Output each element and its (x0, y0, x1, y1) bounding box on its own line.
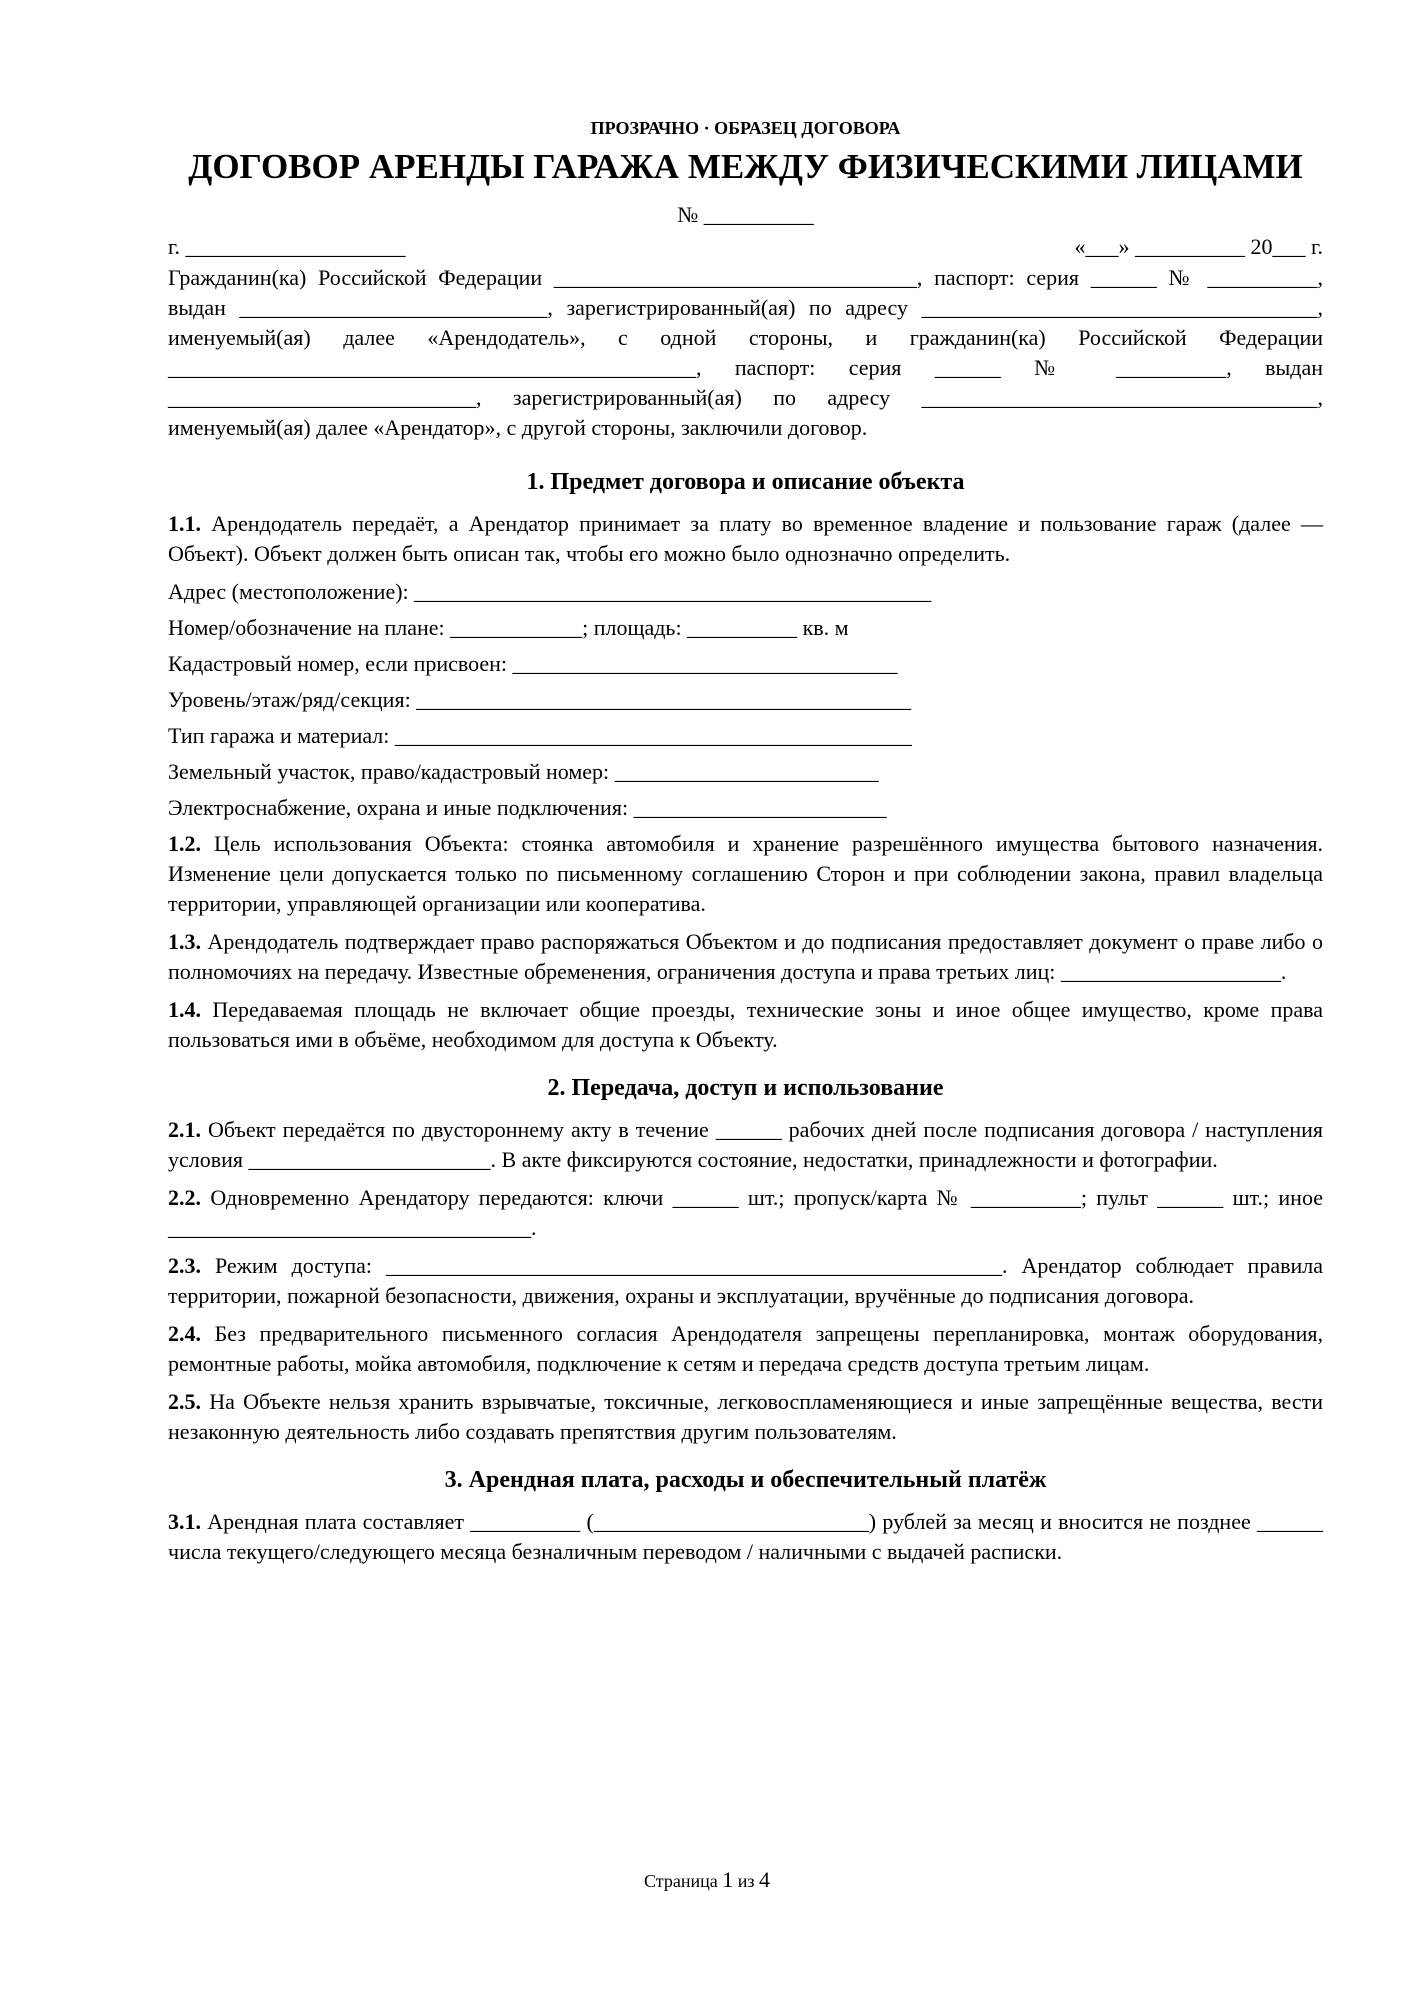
clause-text: Арендодатель подтверждает право распоряжаться Объектом и до подписания предоставляет документ о праве либо о полномочиях на передачу. Известные обременения, ограничения доступа и права третьих лиц: ____________________. (168, 929, 1323, 984)
section-2-heading: 2. Передача, доступ и использование (547, 1075, 944, 1101)
clause-text: Цель использования Объекта: стоянка автомобиля и хранение разрешённого имущества бытового назначения. Изменение цели допускается только по письменному соглашению Сторон и при соблюдении закона, правил владельца территории, управляющей организации или кооператива. (168, 831, 1323, 916)
clause-number: 1.4. (168, 997, 201, 1022)
clause-number: 1.3. (168, 929, 201, 954)
page-of: из (737, 1871, 755, 1891)
clause-2-2 (168, 1183, 1323, 1243)
clause-number: 2.1. (168, 1117, 201, 1142)
page-label: Страница (644, 1871, 718, 1891)
clause-number: 2.5. (168, 1389, 201, 1414)
place-date-row (168, 233, 1323, 261)
clause-number: 2.4. (168, 1321, 201, 1346)
clause-text: Без предварительного письменного согласия Арендодателя запрещены перепланировка, монтаж оборудования, ремонтные работы, мойка автомобиля, подключение к сетям и передача средств доступа третьим лицам. (168, 1321, 1323, 1376)
clause-2-4 (168, 1319, 1323, 1379)
clause-3-1 (168, 1507, 1323, 1567)
clause-text: Режим доступа: ________________________________________________________. Арендатор соблюдает правила территории, пожарной безопасности, движения, охраны и эксплуатации, вручённые до подписания договора. (168, 1253, 1323, 1308)
clause-number: 1.2. (168, 831, 201, 856)
clause-number: 3.1. (168, 1509, 201, 1534)
field-land-plot: Земельный участок, право/кадастровый номер: ________________________ (168, 759, 879, 784)
clause-2-5 (168, 1387, 1323, 1447)
page-current: 1 (722, 1867, 734, 1892)
field-cadastral-number: Кадастровый номер, если присвоен: ___________________________________ (168, 651, 898, 676)
field-level-row-section: Уровень/этаж/ряд/секция: _____________________________________________ (168, 687, 912, 712)
field-address: Адрес (местоположение): _______________________________________________ (168, 579, 932, 604)
clause-2-1 (168, 1115, 1323, 1175)
clause-text: Арендная плата составляет __________ (_________________________) рублей за месяц и вносится не позднее ______ числа текущего/следующего месяца безналичным переводом / наличными с выдачей расписки. (168, 1509, 1323, 1564)
contract-date: «___» __________ 20___ г. (1074, 234, 1323, 259)
clause-text: На Объекте нельзя хранить взрывчатые, токсичные, легковоспламеняющиеся и иные запрещённые вещества, вести незаконную деятельность либо создавать препятствия другим пользователям. (168, 1389, 1323, 1444)
field-garage-type: Тип гаража и материал: _______________________________________________ (168, 723, 912, 748)
clause-text: Арендодатель передаёт, а Арендатор принимает за плату во временное владение и пользование гараж (далее — Объект). Объект должен быть описан так, чтобы его можно было однозначно определить. (168, 511, 1323, 566)
section-3-heading: 3. Арендная плата, расходы и обеспечительный платёж (444, 1467, 1047, 1493)
clause-1-4 (168, 995, 1323, 1055)
clause-1-3 (168, 927, 1323, 987)
clause-1-1 (168, 509, 1323, 569)
clause-number: 2.2. (168, 1185, 201, 1210)
contract-city: г. ____________________ (168, 234, 406, 259)
clause-text: Одновременно Арендатору передаются: ключи ______ шт.; пропуск/карта № __________; пульт ______ шт.; иное _________________________________. (168, 1185, 1323, 1240)
clause-number: 1.1. (168, 511, 201, 536)
field-plan-number-area: Номер/обозначение на плане: ____________; площадь: __________ кв. м (168, 615, 849, 640)
section-1-heading: 1. Предмет договора и описание объекта (526, 469, 965, 495)
clause-text: Передаваемая площадь не включает общие проезды, технические зоны и иное общее имущество, кроме права пользоваться ими в объёме, необходимом для доступа к Объекту. (168, 997, 1323, 1052)
clause-text: Объект передаётся по двустороннему акту в течение ______ рабочих дней после подписания договора / наступления условия ______________________. В акте фиксируются состояние, недостатки, принадлежности и фотографии. (168, 1117, 1323, 1172)
document-title: ДОГОВОР АРЕНДЫ ГАРАЖА МЕЖДУ ФИЗИЧЕСКИМИ ЛИЦАМИ (188, 147, 1303, 186)
clause-2-3 (168, 1251, 1323, 1311)
clause-number: 2.3. (168, 1253, 201, 1278)
contract-number: № __________ (677, 202, 814, 227)
page-footer (0, 1867, 1414, 1893)
document-page (168, 118, 1323, 1575)
clause-1-2 (168, 829, 1323, 919)
field-utilities: Электроснабжение, охрана и иные подключения: _______________________ (168, 795, 887, 820)
parties-paragraph: Гражданин(ка) Российской Федерации _________________________________, паспорт: серия ______ № __________, выдан ____________________________, зарегистрированный(ая) по адресу ____________________________________, именуемый(ая) далее «Арендодатель», с одной стороны, и гражданин(ка) Российской Федерации ________________________________________________, паспорт: серия ______ № __________, выдан ____________________________, зарегистрированный(ая) по адресу ____________________________________, именуемый(ая) далее «Арендатор», с другой стороны, заключили договор. (168, 265, 1323, 440)
page-total: 4 (758, 1867, 770, 1892)
document-kicker: ПРОЗРАЧНО · ОБРАЗЕЦ ДОГОВОРА (590, 118, 901, 138)
